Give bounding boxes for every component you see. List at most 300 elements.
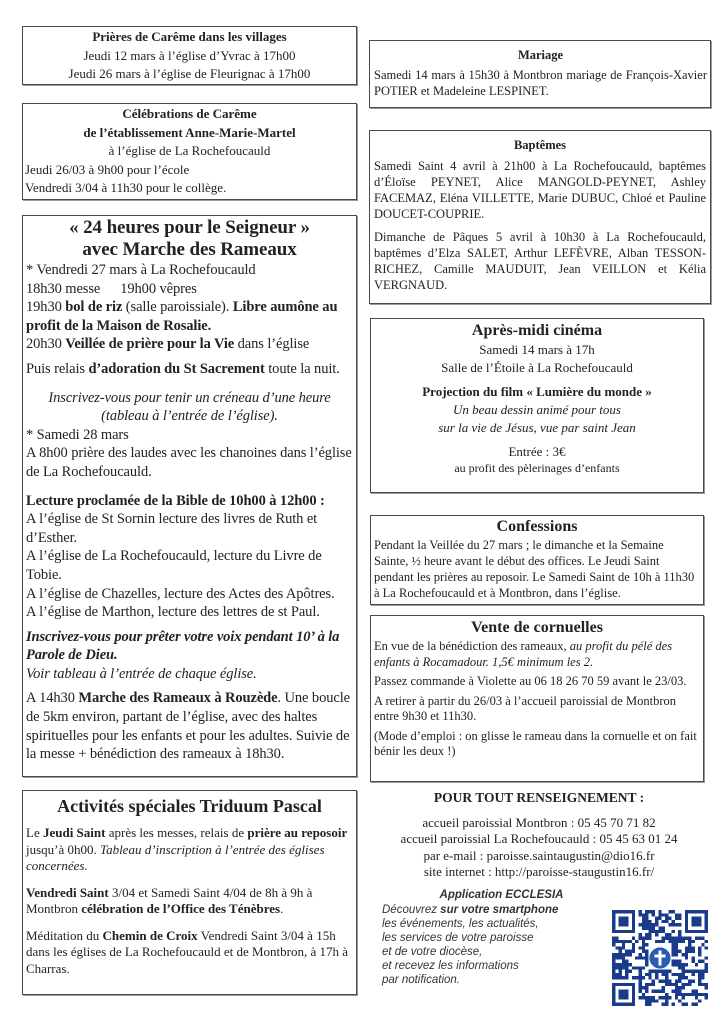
qr-module: [662, 927, 665, 930]
qr-module: [655, 973, 658, 976]
qr-code-icon[interactable]: [612, 910, 708, 1006]
confessions-box: [370, 515, 704, 605]
qr-module: [645, 963, 648, 966]
qr-module: [672, 920, 675, 923]
qr-module: [645, 936, 648, 939]
qr-module: [691, 989, 694, 992]
qr-module: [655, 989, 658, 992]
p1-e: jusqu’à 0h00.: [26, 841, 101, 857]
qr-module: [698, 936, 701, 939]
qr-module: [645, 933, 648, 936]
qr-module: [642, 976, 645, 979]
prieres-line: Jeudi 12 mars à l’église d’Yvrac à 17h00: [83, 47, 296, 63]
qr-module: [652, 913, 655, 916]
qr-module: [675, 940, 678, 943]
lecture-item: A l’église de St Sornin lecture des livres de Ruth et d’Esther.: [26, 511, 318, 546]
qr-module: [619, 946, 622, 949]
qr-module: [678, 936, 681, 939]
qr-module: [682, 940, 685, 943]
qr-module: [698, 999, 701, 1002]
qr-module: [638, 923, 641, 926]
qr-module: [652, 927, 655, 930]
qr-module: [652, 983, 655, 986]
qr-module: [675, 917, 678, 920]
qr-module: [619, 976, 622, 979]
qr-module: [638, 933, 641, 936]
qr-module: [698, 976, 701, 979]
qr-module: [619, 953, 622, 956]
qr-module: [698, 980, 701, 983]
qr-module: [662, 920, 665, 923]
qr-module: [668, 936, 671, 939]
qr-module: [635, 956, 638, 959]
qr-module: [655, 930, 658, 933]
qr-module: [705, 996, 708, 999]
ecclesia-line: et de votre diocèse,: [382, 946, 483, 958]
p3-a: Méditation du: [26, 927, 103, 943]
qr-module: [675, 960, 678, 963]
qr-module: [638, 910, 641, 913]
qr-module: [622, 960, 625, 963]
contact-rochefoucauld: accueil paroissial La Rochefoucauld : 05 45 63 01 24: [400, 831, 678, 846]
qr-module: [691, 1003, 694, 1006]
triduum-title: Activités spéciales Triduum Pascal: [57, 796, 322, 816]
qr-module: [688, 943, 691, 946]
laudes-line: A 8h00 prière des laudes avec les chanoines dans l’église de La Rochefoucauld.: [26, 445, 352, 480]
qr-module: [662, 996, 665, 999]
qr-module: [658, 917, 661, 920]
qr-module: [682, 993, 685, 996]
qr-module: [632, 966, 635, 969]
qr-module: [662, 1003, 665, 1006]
qr-module: [682, 963, 685, 966]
qr-module: [672, 930, 675, 933]
qr-module: [645, 950, 648, 953]
qr-module: [642, 986, 645, 989]
qr-module: [701, 993, 704, 996]
qr-module: [658, 970, 661, 973]
p2-c: célébration de l’Office des Ténèbres: [81, 901, 281, 916]
qr-module: [655, 920, 658, 923]
cinema-desc: sur la vie de Jésus, vue par saint Jean: [438, 420, 636, 435]
lecture-item: A l’église de Marthon, lecture des lettres de st Paul.: [26, 604, 320, 621]
qr-module: [625, 953, 628, 956]
renseignement-title: POUR TOUT RENSEIGNEMENT :: [433, 790, 645, 805]
qr-module: [638, 996, 641, 999]
qr-module: [615, 953, 618, 956]
qr-module: [619, 940, 622, 943]
qr-module: [612, 973, 615, 976]
qr-module: [648, 970, 651, 973]
qr-module: [678, 923, 681, 926]
qr-module: [642, 956, 645, 959]
qr-module: [665, 983, 668, 986]
qr-module: [648, 999, 651, 1002]
qr-module: [662, 970, 665, 973]
qr-module: [682, 1003, 685, 1006]
celebrations-careme-box: [22, 103, 357, 200]
messe-time: 18h30 messe: [26, 280, 101, 297]
p3-b: Chemin de Croix: [102, 927, 198, 943]
marche-rameaux-para: [26, 689, 353, 763]
qr-module: [652, 970, 655, 973]
marche-start: A 14h30: [26, 690, 79, 707]
qr-module: [645, 986, 648, 989]
inscrivez-creneau: Inscrivez-vous pour tenir un créneau d’une heure: [48, 389, 331, 406]
qr-module: [698, 983, 701, 986]
qr-module: [645, 920, 648, 923]
qr-module: [655, 933, 658, 936]
qr-module: [638, 946, 641, 949]
qr-module: [615, 966, 618, 969]
qr-module: [678, 993, 681, 996]
qr-module: [672, 936, 675, 939]
ecclesia-line: les événements, les actualités,: [382, 918, 539, 930]
p1-d: prière au reposoir: [247, 825, 348, 840]
qr-module: [632, 976, 635, 979]
p1-a: Le: [26, 825, 43, 840]
qr-module: [645, 983, 648, 986]
qr-module: [648, 933, 651, 936]
qr-module: [615, 973, 618, 976]
confessions-text: Pendant la Veillée du 27 mars ; le dimanche et la Semaine Sainte, ½ heure avant le début des offices. Le Jeudi Saint pendant les prières au reposoir. Le Samedi Saint de 10h à 11h30 à La Rochefoucauld et à Montbron, dans l’église.: [374, 538, 695, 600]
qr-module: [652, 999, 655, 1002]
qr-module: [705, 956, 708, 959]
qr-module: [648, 920, 651, 923]
qr-module: [625, 973, 628, 976]
qr-module: [678, 930, 681, 933]
qr-module: [638, 976, 641, 979]
qr-module: [632, 943, 635, 946]
baptemes-title: Baptêmes: [513, 138, 567, 152]
qr-module: [612, 963, 615, 966]
qr-module: [642, 993, 645, 996]
qr-module: [698, 946, 701, 949]
qr-module: [668, 970, 671, 973]
qr-module: [662, 930, 665, 933]
qr-module: [672, 963, 675, 966]
qr-module: [645, 973, 648, 976]
qr-module: [645, 913, 648, 916]
ecclesia-line: par notification.: [382, 974, 460, 986]
qr-module: [691, 950, 694, 953]
qr-module: [622, 943, 625, 946]
qr-module: [695, 936, 698, 939]
qr-module: [672, 923, 675, 926]
qr-module: [688, 980, 691, 983]
qr-module: [682, 986, 685, 989]
qr-module: [619, 973, 622, 976]
qr-module: [685, 983, 688, 986]
qr-module: [635, 976, 638, 979]
qr-module: [612, 953, 615, 956]
qr-module: [642, 946, 645, 949]
qr-module: [629, 953, 632, 956]
qr-module: [655, 923, 658, 926]
qr-module: [622, 946, 625, 949]
inscrivez-tableau: (tableau à l’entrée de l’église).: [101, 408, 278, 425]
qr-module: [665, 933, 668, 936]
qr-module: [675, 980, 678, 983]
qr-module: [675, 946, 678, 949]
baptemes-samedi: Samedi Saint 4 avril à 21h00 à La Rochefoucauld, baptêmes d’Éloïse PEYNET, Alice MANGOLD-PEYNET, Ashley FACEMAZ, Eléna VILLETTE, Marie DUBUC, Chloé et Pauline DOUCET-COUPRIE.: [374, 159, 706, 221]
qr-module: [619, 950, 622, 953]
p1-c: après les messes, relais de: [105, 825, 248, 840]
celebrations-title: Célébrations de Carême: [122, 106, 257, 121]
lecture-item: A l’église de La Rochefoucauld, lecture du Livre de Tobie.: [26, 548, 322, 583]
prieres-title: Prières de Carême dans les villages: [92, 29, 287, 44]
p1-f: Tableau d’inscription à l’entrée des églises concernées.: [26, 841, 325, 873]
qr-module: [678, 963, 681, 966]
contact-website[interactable]: site internet : http://paroisse-staugustin16.fr/: [423, 864, 655, 879]
qr-module: [682, 996, 685, 999]
riz-time: 19h30: [26, 299, 66, 316]
qr-module: [685, 936, 688, 939]
qr-module: [658, 930, 661, 933]
vendredi-saint-para: [26, 885, 353, 918]
relais-start: Puis relais: [26, 360, 89, 377]
qr-module: [675, 950, 678, 953]
qr-module: [648, 1003, 651, 1006]
qr-finder-pattern: [686, 912, 706, 932]
qr-module: [645, 956, 648, 959]
qr-module: [668, 917, 671, 920]
qr-module: [672, 950, 675, 953]
qr-module: [645, 923, 648, 926]
qr-module: [645, 927, 648, 930]
qr-module: [665, 970, 668, 973]
relais-bold: d’adoration du St Sacrement: [88, 360, 265, 377]
qr-module: [701, 970, 704, 973]
qr-module: [688, 946, 691, 949]
qr-module: [685, 976, 688, 979]
qr-module: [662, 913, 665, 916]
qr-module: [698, 960, 701, 963]
messe-vepres-line: [26, 280, 353, 299]
qr-module: [655, 917, 658, 920]
vepres-time: 19h00 vêpres: [120, 280, 197, 297]
cinema-profit: au profit des pèlerinages d’enfants: [454, 461, 620, 475]
qr-module: [675, 973, 678, 976]
qr-module: [658, 996, 661, 999]
qr-module: [672, 943, 675, 946]
qr-module: [655, 976, 658, 979]
qr-module: [619, 963, 622, 966]
ecclesia-line1-a: Découvrez: [382, 904, 441, 916]
qr-module: [705, 983, 708, 986]
qr-module: [658, 980, 661, 983]
qr-module: [648, 996, 651, 999]
qr-module: [642, 920, 645, 923]
qr-module: [638, 966, 641, 969]
qr-module: [675, 936, 678, 939]
qr-module: [612, 936, 615, 939]
celebrations-place: à l’église de La Rochefoucauld: [108, 143, 271, 158]
bol-de-riz-line: [26, 298, 353, 335]
qr-module: [691, 946, 694, 949]
contact-email[interactable]: par e-mail : paroisse.saintaugustin@dio16.fr: [423, 847, 655, 863]
qr-module: [652, 910, 655, 913]
qr-module: [655, 940, 658, 943]
qr-module: [652, 996, 655, 999]
qr-module: [688, 936, 691, 939]
qr-module: [645, 910, 648, 913]
qr-module: [652, 989, 655, 992]
qr-module: [655, 999, 658, 1002]
qr-module: [652, 923, 655, 926]
qr-module: [642, 996, 645, 999]
qr-module: [678, 960, 681, 963]
qr-module: [648, 910, 651, 913]
qr-module: [675, 963, 678, 966]
qr-module: [668, 940, 671, 943]
qr-module: [682, 953, 685, 956]
marche-end: . Une boucle de 5km environ, partant de l’église, avec des haltes spirituelles pour les enfants et pour les adultes. Suivie de la messe + bénédiction des rameaux à 18h30.: [26, 690, 350, 763]
qr-module: [612, 940, 615, 943]
qr-module: [695, 1003, 698, 1006]
qr-module: [665, 917, 668, 920]
ecclesia-line: les services de votre paroisse: [382, 932, 534, 944]
qr-module: [675, 913, 678, 916]
qr-module: [622, 956, 625, 959]
cornuelles-p4: (Mode d’emploi : on glisse le rameau dans la cornuelle et on fait bénir les deux !): [374, 728, 697, 758]
qr-module: [678, 917, 681, 920]
qr-module: [632, 950, 635, 953]
qr-module: [662, 973, 665, 976]
qr-module: [672, 940, 675, 943]
riz-aumone: Libre aumône au profit de la Maison de Rosalie.: [26, 299, 338, 334]
qr-module: [682, 970, 685, 973]
qr-module: [622, 953, 625, 956]
relais-end: toute la nuit.: [264, 360, 340, 377]
qr-module: [668, 996, 671, 999]
qr-module: [612, 966, 615, 969]
qr-module: [705, 966, 708, 969]
qr-module: [678, 986, 681, 989]
qr-module: [701, 936, 704, 939]
qr-module: [642, 966, 645, 969]
qr-module: [629, 970, 632, 973]
qr-module: [638, 973, 641, 976]
cinema-date: Samedi 14 mars à 17h: [479, 342, 595, 357]
qr-module: [675, 983, 678, 986]
cornuelles-p2: Passez commande à Violette au 06 18 26 70 59 avant le 23/03.: [374, 674, 687, 688]
qr-module: [668, 933, 671, 936]
qr-module: [648, 936, 651, 939]
qr-module: [685, 950, 688, 953]
qr-module: [685, 963, 688, 966]
qr-module: [638, 983, 641, 986]
qr-module: [672, 989, 675, 992]
qr-module: [612, 976, 615, 979]
celebrations-line: Vendredi 3/04 à 11h30 pour le collège.: [25, 180, 227, 195]
qr-module: [691, 980, 694, 983]
qr-module: [648, 983, 651, 986]
qr-module: [662, 936, 665, 939]
qr-module: [678, 976, 681, 979]
ecclesia-section: [382, 888, 607, 987]
ecclesia-title: Application ECCLESIA: [439, 889, 564, 901]
qr-module: [695, 993, 698, 996]
veillee-time: 20h30: [26, 336, 66, 353]
qr-module: [665, 976, 668, 979]
qr-module: [685, 953, 688, 956]
vingt-quatre-title: « 24 heures pour le Seigneur »: [69, 217, 310, 238]
qr-module: [615, 946, 618, 949]
cinema-box: [370, 318, 704, 493]
vingt-quatre-heures-box: [22, 215, 357, 777]
cinema-title: Après-midi cinéma: [471, 322, 603, 339]
qr-module: [688, 993, 691, 996]
voix-tableau: Voir tableau à l’entrée de chaque église.: [26, 665, 257, 682]
qr-module: [682, 966, 685, 969]
qr-module: [672, 1003, 675, 1006]
qr-module: [615, 963, 618, 966]
prieres-line: Jeudi 26 mars à l’église de Fleurignac à 17h00: [68, 66, 311, 81]
qr-module: [695, 963, 698, 966]
qr-module: [655, 970, 658, 973]
lecture-item: A l’église de Chazelles, lecture des Actes des Apôtres.: [26, 585, 335, 602]
celebrations-subtitle: de l’établissement Anne-Marie-Martel: [83, 124, 296, 140]
qr-module: [619, 970, 622, 973]
qr-module: [701, 943, 704, 946]
p2-a: Vendredi Saint: [26, 884, 109, 900]
qr-module: [662, 980, 665, 983]
mariage-box: [369, 40, 711, 108]
qr-module: [658, 913, 661, 916]
qr-module: [688, 950, 691, 953]
qr-module: [705, 946, 708, 949]
qr-module: [682, 983, 685, 986]
qr-module: [638, 986, 641, 989]
qr-module: [675, 986, 678, 989]
qr-module: [635, 966, 638, 969]
qr-module: [612, 956, 615, 959]
qr-module: [705, 993, 708, 996]
cornuelles-p1-b: au profit du pélé des enfants à Rocamadour. 1,5€ minimum les 2.: [374, 639, 673, 669]
qr-module: [705, 986, 708, 989]
qr-module: [665, 999, 668, 1002]
qr-module: [658, 940, 661, 943]
p1-b: Jeudi Saint: [42, 825, 106, 840]
qr-module: [662, 989, 665, 992]
qr-module: [675, 953, 678, 956]
qr-module: [678, 999, 681, 1002]
vingt-quatre-subtitle: avec Marche des Rameaux: [82, 239, 297, 260]
qr-module: [638, 913, 641, 916]
ecclesia-line1-b: sur votre smartphone: [440, 904, 559, 916]
qr-module: [625, 950, 628, 953]
qr-module: [625, 970, 628, 973]
qr-module: [638, 970, 641, 973]
qr-module: [658, 910, 661, 913]
qr-module: [622, 940, 625, 943]
qr-module: [658, 989, 661, 992]
qr-module: [645, 943, 648, 946]
qr-module: [695, 970, 698, 973]
confessions-title: Confessions: [496, 518, 578, 535]
qr-module: [648, 923, 651, 926]
cornuelles-box: [370, 615, 704, 782]
qr-module: [691, 956, 694, 959]
qr-module: [645, 989, 648, 992]
qr-module: [668, 923, 671, 926]
qr-module: [638, 953, 641, 956]
veillee-bold: Veillée de prière pour la Vie: [65, 336, 235, 353]
qr-module: [678, 973, 681, 976]
cinema-place: Salle de l’Étoile à La Rochefoucauld: [441, 360, 633, 375]
qr-module: [701, 960, 704, 963]
